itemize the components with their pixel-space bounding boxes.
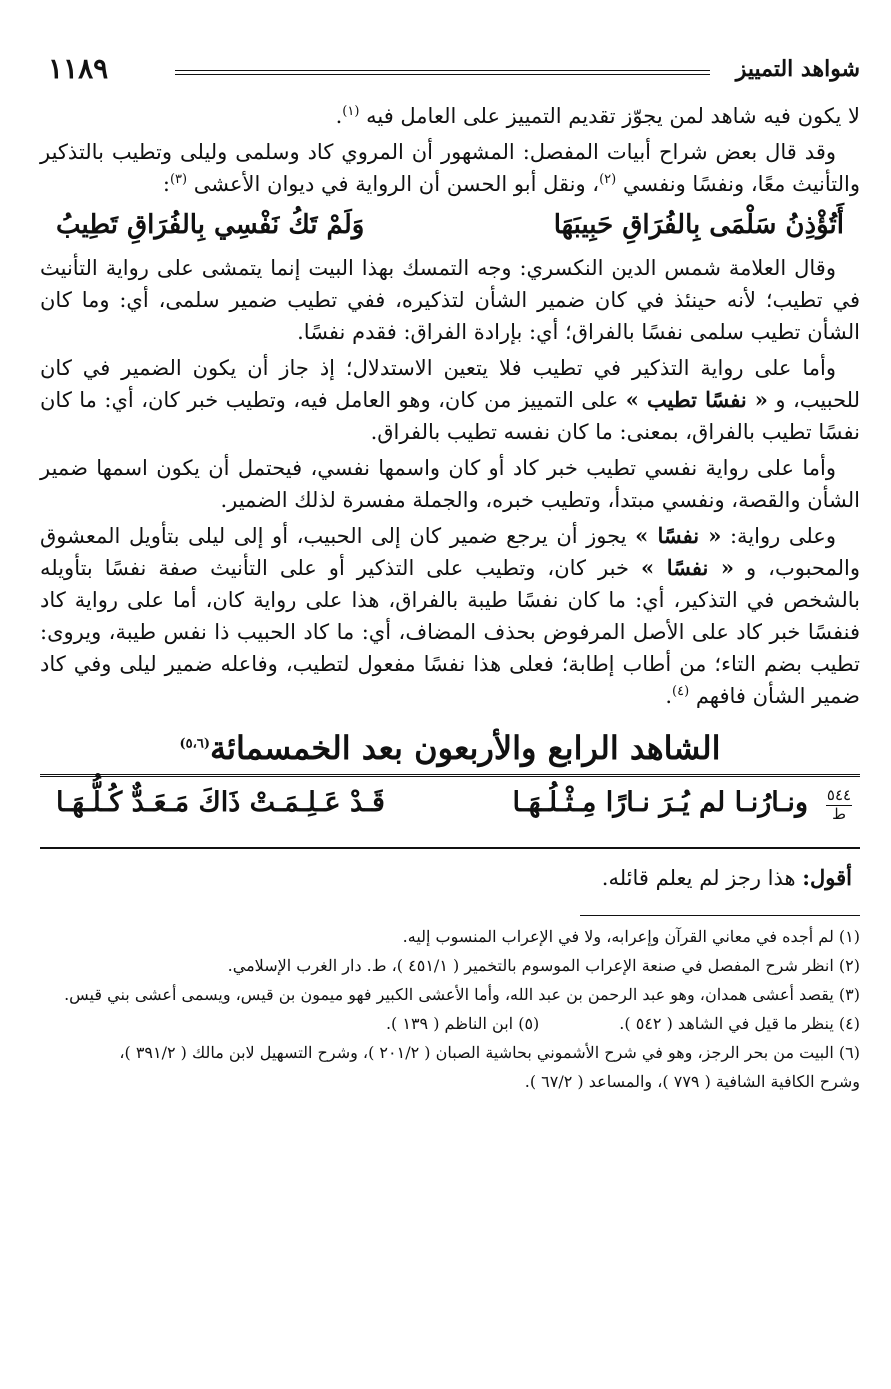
footnote: (٥) ابن الناظم ( ١٣٩ ). [385,1014,540,1033]
verse-number: ٥٤٤ ط [826,786,852,823]
verse-hemistich-second: قَـدْ عَـلِـمَـتْ ذَاكَ مَـعَـدٌّ كُـلُّـهَـا [56,787,385,818]
paragraph: وأما على رواية نفسي تطيب خبر كاد أو كان واسمها نفسي، فيحتمل أن يكون اسمها ضمير الشأن والقصة، ونفسي مبتدأ، وتطيب خبره، والجملة مفسرة لذلك الضمير. [40,456,860,512]
footnote-ref: (٢) [599,172,617,187]
commentary [40,863,860,893]
footnote-ref: (٥،٦) [179,736,210,752]
commentary-label: أقول: [802,865,852,890]
footnote: (٢) انظر شرح المفصل في صنعة الإعراب الموسوم بالتخمير ( ٤٥١/١ )، ط. دار الغرب الإسلامي. [227,956,860,975]
quoted-term: « نفسًا تطيب » [625,387,768,412]
footnote-continuation: وشرح الكافية الشافية ( ٧٧٩ )، والمساعد ( ٦٧/٢ ). [524,1072,860,1091]
footnote-ref: (١) [342,104,360,119]
section-heading: الشاهد الرابع والأربعون بعد الخمسمائة$^{(٥،٦)}$ [179,729,721,767]
footnote: (٣) يقصد أعشى همدان، وهو عبد الرحمن بن عبد الله، وأما الأعشى الكبير فهو ميمون بن قيس، ويسمى أعشى بني قيس. [64,985,860,1004]
footnote: (١) لم أجده في معاني القرآن وإعرابه، ولا في الإعراب المنسوب إليه. [402,927,860,946]
footnote: (٦) البيت من بحر الرجز، وهو في شرح الأشموني بحاشية الصبان ( ٢٠١/٢ )، وشرح التسهيل لابن مالك ( ٣٩١/٢ )، [119,1043,860,1062]
verse-hemistich-first: ونـارُنـا لم يُـرَ نـارًا مِـثْـلُـهَـا [512,787,808,818]
footnote-separator [580,915,860,916]
verse-hemistich-first: أَتُؤْذِنُ سَلْمَى بِالفُرَاقِ حَبِيبَهَا [553,210,844,240]
paragraph: لا يكون فيه شاهد لمن يجوّز تقديم التمييز على العامل فيه $^{(١)}$. [335,104,860,128]
paragraph: وأما على رواية التذكير في تطيب فلا يتعين الاستدلال؛ إذ جاز أن يكون الضمير في كان للحبيب، و « نفسًا تطيب » على التمييز من كان، وهو العامل فيه، وتطيب خبر كان، أي: ما كان نفسًا تطيب بالفراق، بمعنى: ما كان نفسه تطيب بالفراق. [40,356,860,444]
main-text [40,100,860,712]
quoted-term: « نفسًا » [635,523,722,548]
footnotes [40,922,860,1096]
page-number: ١١٨٩ [48,52,109,85]
verse [56,206,844,244]
paragraph: وقد قال بعض شراح أبيات المفصل: المشهور أن المروي كاد وسلمى وليلى وتطيب بالتذكير والتأنيث معًا، ونفسًا ونفسي $^{(٢)}$، ونقل أبو الحسن أن الرواية في ديوان الأعشى $^{(٣)}$: [40,140,860,196]
footnote-ref: (٤) [672,684,690,699]
header-rule [175,70,710,75]
commentary-text: هذا رجز لم يعلم قائله. [601,866,796,890]
footnote: (٤) ينظر ما قيل في الشاهد ( ٥٤٢ ). [619,1014,860,1033]
footnote-row [40,1009,860,1038]
document-page [40,52,860,1096]
evidence-verse-box [40,774,860,849]
footnote-ref: (٣) [169,172,188,187]
paragraph: وعلى رواية: « نفسًا » يجوز أن يرجع ضمير كان إلى الحبيب، أو إلى ليلى بتأويل المعشوق والمحبوب، و « نفسًا » خبر كان، وتطيب على التذكير أو على التأنيث صفة نفسًا بتأويله بالشخص في التذكير، أي: ما كان نفسًا طيبة بالفراق، هذا على رواية كان، أما على رواية كاد فنفسًا خبر كاد على الأصل المرفوض بحذف المضاف، أي: ما كاد الحبيب ذا نفس طيبة، ويروى: تطيب بضم التاء؛ من أطاب إطابة؛ فعلى هذا نفسًا مفعول لتطيب، وفاعله ضمير ليلى وفي كاد ضمير الشأن فافهم $^{(٤)}$. [40,523,860,708]
paragraph: وقال العلامة شمس الدين النكسري: وجه التمسك بهذا البيت إنما يتمشى على رواية التأنيث في تطيب؛ لأنه حينئذ في كان ضمير الشأن لتذكيره، ففي تطيب ضمير سلمى، أي: وما كان الشأن تطيب سلمى نفسًا بالفراق؛ أي: بإرادة الفراق: فقدم نفسًا. [40,256,860,344]
page-header [40,52,860,92]
running-title: شواهد التمييز [735,56,860,82]
verse-hemistich-second: وَلَمْ تَكُ نَفْسِي بِالفُرَاقِ تَطِيبُ [56,210,365,240]
quoted-term: « نفسًا » [640,555,735,580]
